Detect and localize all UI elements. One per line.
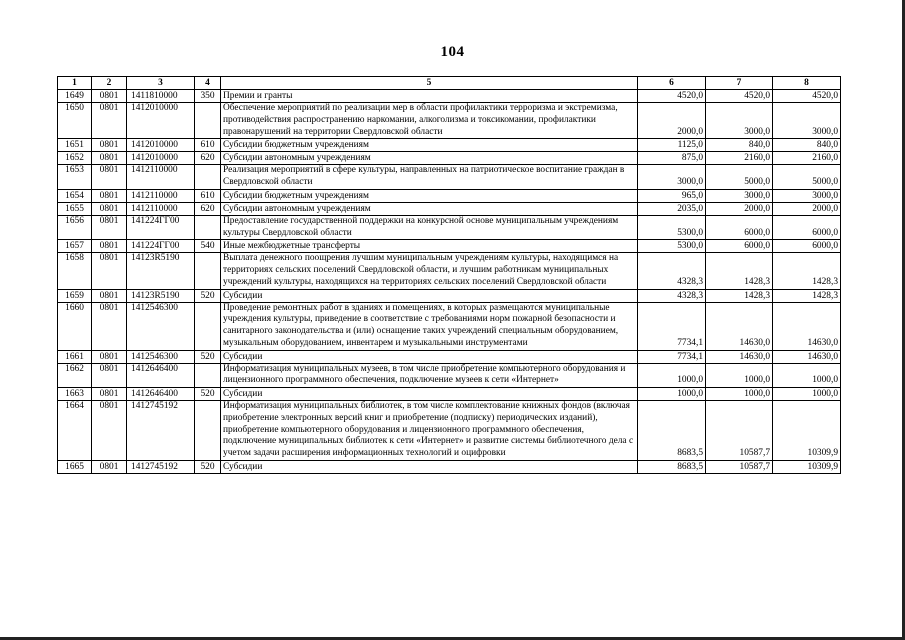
amount-col7-cell: 3000,0 [706,103,773,139]
amount-col8-cell: 840,0 [773,139,841,152]
amount-col8-cell: 1428,3 [773,253,841,289]
amount-col8-cell: 2160,0 [773,152,841,165]
row-number-cell: 1655 [58,202,92,215]
amount-col6-cell: 7734,1 [638,350,706,363]
table-row [58,90,841,103]
expense-type-cell: 520 [195,350,221,363]
table-row [58,302,841,350]
amount-col8-cell: 14630,0 [773,302,841,350]
description-cell: Информатизация муниципальных библиотек, в том числе комплектование книжных фондов (включая приобретение электронных версий книг и приобретение (подписку) периодических изданий), приобретение компьютерного оборудования и лицензионного программного обеспечения, подключение муниципальных библиотек к сети «Интернет» и развитие системы библиотечного дела с учетом задачи расширения информационных технологий и оцифровки [221,401,638,461]
amount-col6-cell: 875,0 [638,152,706,165]
amount-col8-cell: 6000,0 [773,215,841,240]
table-row [58,189,841,202]
expense-type-cell [195,165,221,190]
amount-col8-cell: 10309,9 [773,460,841,473]
expense-type-cell: 620 [195,152,221,165]
article-code-cell: 1412745192 [127,401,195,461]
amount-col7-cell: 10587,7 [706,401,773,461]
column-header: 7 [706,77,773,90]
amount-col7-cell: 3000,0 [706,189,773,202]
column-header: 8 [773,77,841,90]
amount-col8-cell: 5000,0 [773,165,841,190]
section-code-cell: 0801 [92,103,127,139]
row-number-cell: 1663 [58,388,92,401]
row-number-cell: 1658 [58,253,92,289]
section-code-cell: 0801 [92,302,127,350]
article-code-cell: 1412010000 [127,103,195,139]
expense-type-cell [195,215,221,240]
amount-col6-cell: 4520,0 [638,90,706,103]
amount-col7-cell: 14630,0 [706,302,773,350]
amount-col6-cell: 2035,0 [638,202,706,215]
table-row [58,215,841,240]
table-row [58,289,841,302]
amount-col7-cell: 840,0 [706,139,773,152]
table-row [58,460,841,473]
description-cell: Выплата денежного поощрения лучшим муниципальным учреждениям культуры, находящимся на территориях сельских поселений Свердловской области, и лучшим работникам муниципальных учреждений культуры, находящихся на территориях сельских поселений Свердловской области [221,253,638,289]
section-code-cell: 0801 [92,152,127,165]
article-code-cell: 1412110000 [127,202,195,215]
amount-col7-cell: 10587,7 [706,460,773,473]
column-header: 1 [58,77,92,90]
amount-col8-cell: 4520,0 [773,90,841,103]
article-code-cell: 1411810000 [127,90,195,103]
table-row [58,139,841,152]
expense-type-cell: 540 [195,240,221,253]
amount-col8-cell: 3000,0 [773,103,841,139]
article-code-cell: 1412646400 [127,363,195,388]
description-cell: Обеспечение мероприятий по реализации мер в области профилактики терроризма и экстремизма, противодействия распространению наркомании, алкоголизма и токсикомании, профилактики правонарушений на территории Свердловской области [221,103,638,139]
table-row [58,152,841,165]
table-row [58,350,841,363]
amount-col7-cell: 14630,0 [706,350,773,363]
row-number-cell: 1656 [58,215,92,240]
description-cell: Субсидии [221,350,638,363]
table-row [58,202,841,215]
amount-col8-cell: 3000,0 [773,189,841,202]
expense-type-cell [195,253,221,289]
row-number-cell: 1661 [58,350,92,363]
article-code-cell: 1412010000 [127,152,195,165]
amount-col6-cell: 8683,5 [638,401,706,461]
description-cell: Субсидии автономным учреждениям [221,202,638,215]
expense-type-cell: 610 [195,189,221,202]
amount-col6-cell: 4328,3 [638,289,706,302]
section-code-cell: 0801 [92,289,127,302]
amount-col7-cell: 4520,0 [706,90,773,103]
section-code-cell: 0801 [92,215,127,240]
row-number-cell: 1664 [58,401,92,461]
expense-type-cell: 520 [195,289,221,302]
amount-col6-cell: 2000,0 [638,103,706,139]
amount-col6-cell: 7734,1 [638,302,706,350]
amount-col8-cell: 1428,3 [773,289,841,302]
table-body [58,90,841,474]
section-code-cell: 0801 [92,460,127,473]
amount-col7-cell: 1000,0 [706,388,773,401]
expense-type-cell: 520 [195,460,221,473]
row-number-cell: 1650 [58,103,92,139]
amount-col6-cell: 5300,0 [638,240,706,253]
row-number-cell: 1665 [58,460,92,473]
description-cell: Премии и гранты [221,90,638,103]
column-header: 5 [221,77,638,90]
row-number-cell: 1662 [58,363,92,388]
amount-col6-cell: 1125,0 [638,139,706,152]
amount-col7-cell: 1000,0 [706,363,773,388]
amount-col8-cell: 2000,0 [773,202,841,215]
article-code-cell: 1412745192 [127,460,195,473]
article-code-cell: 14123R5190 [127,289,195,302]
section-code-cell: 0801 [92,189,127,202]
article-code-cell: 141224ГГ00 [127,240,195,253]
row-number-cell: 1657 [58,240,92,253]
section-code-cell: 0801 [92,90,127,103]
section-code-cell: 0801 [92,253,127,289]
row-number-cell: 1659 [58,289,92,302]
expense-type-cell: 620 [195,202,221,215]
column-header: 6 [638,77,706,90]
amount-col7-cell: 6000,0 [706,240,773,253]
amount-col7-cell: 1428,3 [706,289,773,302]
amount-col8-cell: 10309,9 [773,401,841,461]
table-row [58,363,841,388]
amount-col6-cell: 5300,0 [638,215,706,240]
amount-col6-cell: 8683,5 [638,460,706,473]
column-header: 4 [195,77,221,90]
description-cell: Иные межбюджетные трансферты [221,240,638,253]
amount-col8-cell: 14630,0 [773,350,841,363]
expense-type-cell [195,401,221,461]
expense-type-cell: 610 [195,139,221,152]
section-code-cell: 0801 [92,350,127,363]
article-code-cell: 14123R5190 [127,253,195,289]
table-row [58,401,841,461]
description-cell: Субсидии [221,289,638,302]
section-code-cell: 0801 [92,139,127,152]
budget-table [57,76,841,474]
description-cell: Субсидии [221,460,638,473]
amount-col6-cell: 965,0 [638,189,706,202]
section-code-cell: 0801 [92,401,127,461]
amount-col7-cell: 2160,0 [706,152,773,165]
description-cell: Субсидии автономным учреждениям [221,152,638,165]
row-number-cell: 1660 [58,302,92,350]
description-cell: Проведение ремонтных работ в зданиях и помещениях, в которых размещаются муниципальные учреждения культуры, приведение в соответствие с требованиями норм пожарной безопасности и санитарного законодательства и (или) оснащение таких учреждений специальным оборудованием, музыкальным оборудованием, инвентарем и музыкальными инструментами [221,302,638,350]
description-cell: Реализация мероприятий в сфере культуры, направленных на патриотическое воспитание граждан в Свердловской области [221,165,638,190]
section-code-cell: 0801 [92,165,127,190]
article-code-cell: 1412110000 [127,189,195,202]
section-code-cell: 0801 [92,363,127,388]
section-code-cell: 0801 [92,388,127,401]
expense-type-cell [195,363,221,388]
amount-col7-cell: 5000,0 [706,165,773,190]
article-code-cell: 1412646400 [127,388,195,401]
row-number-cell: 1654 [58,189,92,202]
article-code-cell: 1412546300 [127,302,195,350]
article-code-cell: 1412010000 [127,139,195,152]
description-cell: Предоставление государственной поддержки на конкурсной основе муниципальным учреждениям культуры Свердловской области [221,215,638,240]
column-header: 3 [127,77,195,90]
section-code-cell: 0801 [92,202,127,215]
amount-col8-cell: 1000,0 [773,388,841,401]
description-cell: Информатизация муниципальных музеев, в том числе приобретение компьютерного оборудования и лицензионного программного обеспечения, подключение музеев к сети «Интернет» [221,363,638,388]
description-cell: Субсидии [221,388,638,401]
amount-col7-cell: 2000,0 [706,202,773,215]
article-code-cell: 141224ГГ00 [127,215,195,240]
expense-type-cell [195,103,221,139]
table-row [58,165,841,190]
article-code-cell: 1412110000 [127,165,195,190]
expense-type-cell [195,302,221,350]
row-number-cell: 1653 [58,165,92,190]
table-row [58,388,841,401]
expense-type-cell: 350 [195,90,221,103]
amount-col6-cell: 4328,3 [638,253,706,289]
amount-col6-cell: 1000,0 [638,363,706,388]
table-row [58,240,841,253]
amount-col8-cell: 1000,0 [773,363,841,388]
row-number-cell: 1649 [58,90,92,103]
page-number: 104 [440,44,465,60]
column-header: 2 [92,77,127,90]
amount-col6-cell: 1000,0 [638,388,706,401]
description-cell: Субсидии бюджетным учреждениям [221,189,638,202]
expense-type-cell: 520 [195,388,221,401]
amount-col8-cell: 6000,0 [773,240,841,253]
section-code-cell: 0801 [92,240,127,253]
table-row [58,103,841,139]
row-number-cell: 1651 [58,139,92,152]
description-cell: Субсидии бюджетным учреждениям [221,139,638,152]
table-row [58,253,841,289]
table-header-row [58,77,841,90]
amount-col7-cell: 6000,0 [706,215,773,240]
article-code-cell: 1412546300 [127,350,195,363]
amount-col7-cell: 1428,3 [706,253,773,289]
amount-col6-cell: 3000,0 [638,165,706,190]
row-number-cell: 1652 [58,152,92,165]
